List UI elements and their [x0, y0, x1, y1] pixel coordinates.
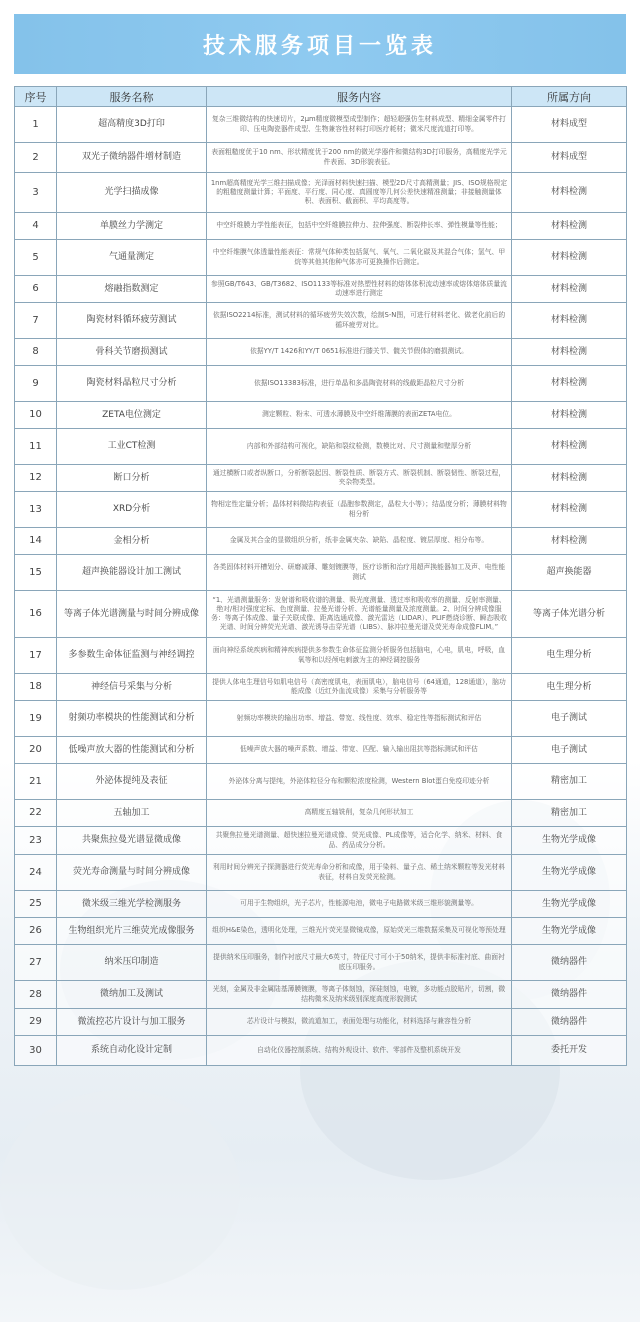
- service-content: 提供纳米压印服务，制作衬底尺寸最大6英寸，特征尺寸可小于50纳米，提供非标准衬底、曲面衬底压印服务。: [207, 945, 512, 981]
- table-row: [15, 800, 627, 827]
- service-direction: 生物光学成像: [512, 891, 627, 918]
- service-name: 等离子体光谱测量与时间分辨成像: [57, 591, 207, 638]
- table-row: [15, 528, 627, 555]
- row-number: 29: [15, 1009, 57, 1036]
- service-name: 共聚焦拉曼光谱显微成像: [57, 827, 207, 855]
- service-name: 单膜丝力学测定: [57, 213, 207, 240]
- service-name: 气通量测定: [57, 240, 207, 276]
- row-number: 25: [15, 891, 57, 918]
- service-direction: 材料检测: [512, 366, 627, 402]
- service-name: 超声换能器设计加工测试: [57, 555, 207, 591]
- row-number: 3: [15, 173, 57, 213]
- service-direction: 生物光学成像: [512, 855, 627, 891]
- table-row: [15, 855, 627, 891]
- service-direction: 委托开发: [512, 1036, 627, 1066]
- table-row: [15, 465, 627, 492]
- table-row: [15, 764, 627, 800]
- service-direction: 材料成型: [512, 107, 627, 143]
- table-row: [15, 240, 627, 276]
- table-row: [15, 638, 627, 674]
- column-header-direction: 所属方向: [512, 87, 627, 107]
- service-name: 五轴加工: [57, 800, 207, 827]
- row-number: 7: [15, 303, 57, 339]
- service-content: 物相定性定量分析；晶体材料微结构表征（晶胞参数测定，晶粒大小等）；结晶度分析；薄膜材料物相分析: [207, 492, 512, 528]
- row-number: 11: [15, 429, 57, 465]
- service-content: 提供人体电生理信号如肌电信号（高密度肌电，表面肌电），脑电信号（64通道，128通道），脑功能成像（近红外血流成像）采集与分析服务等: [207, 674, 512, 701]
- row-number: 4: [15, 213, 57, 240]
- service-name: 外泌体提纯及表征: [57, 764, 207, 800]
- service-name: 神经信号采集与分析: [57, 674, 207, 701]
- service-content: 自动化仪器控制系统、结构外观设计、软件、零部件及整机系统开发: [207, 1036, 512, 1066]
- table-row: [15, 918, 627, 945]
- service-content: “1、光谱测量服务：发射谱和吸收谱的测量、吸光度测量、透过率和吸收率的测量、反射率测量、绝对/相对强度定标、色度测量、拉曼光谱分析、光谱能量测量及浓度测量。2、时间分辨成像服务：等离子体成像、量子关联成像、距离选通成像、激光雷达（LIDAR）、PLIF燃烧诊断、瞬态吸收光谱、时间分辨荧光光谱、激光诱导击穿光谱（LIBS）、脉冲拉曼光谱及荧光寿命成像FLIM。”: [207, 591, 512, 638]
- service-name: 纳米压印制造: [57, 945, 207, 981]
- service-content: 芯片设计与模拟，微流道加工，表面处理与功能化，材料选择与兼容性分析: [207, 1009, 512, 1036]
- row-number: 14: [15, 528, 57, 555]
- service-content: 通过横断口或者纵断口，分析断裂起因、断裂性质、断裂方式、断裂机制、断裂韧性、断裂过程，夹杂物类型。: [207, 465, 512, 492]
- table-row: [15, 339, 627, 366]
- service-content: 参照GB/T643、GB/T3682、ISO1133等标准对热塑性材料的熔体体积流动速率或熔体熔体质量流动速率进行测定: [207, 276, 512, 303]
- service-content: 外泌体分离与提纯，外泌体粒径分布和颗粒浓度检测，Western Blot蛋白免疫印迹分析: [207, 764, 512, 800]
- row-number: 12: [15, 465, 57, 492]
- service-name: 工业CT检测: [57, 429, 207, 465]
- service-name: 断口分析: [57, 465, 207, 492]
- column-header-service-content: 服务内容: [207, 87, 512, 107]
- row-number: 5: [15, 240, 57, 276]
- service-name: 低噪声放大器的性能测试和分析: [57, 737, 207, 764]
- service-name: 骨科关节磨损测试: [57, 339, 207, 366]
- service-name: 金相分析: [57, 528, 207, 555]
- table-row: [15, 143, 627, 173]
- service-direction: 精密加工: [512, 764, 627, 800]
- service-content: 射频功率模块的输出功率、增益、带宽、线性度、效率、稳定性等指标测试和评估: [207, 701, 512, 737]
- service-content: 组织H&E染色，透明化处理，三维光片荧光显微镜成像，原始荧光三维数据采集及可视化等预处理: [207, 918, 512, 945]
- service-name: 微米级三维光学检测服务: [57, 891, 207, 918]
- service-direction: 材料检测: [512, 173, 627, 213]
- row-number: 15: [15, 555, 57, 591]
- table-row: [15, 173, 627, 213]
- row-number: 1: [15, 107, 57, 143]
- service-direction: 材料检测: [512, 339, 627, 366]
- service-name: ZETA电位测定: [57, 402, 207, 429]
- service-content: 可用于生物组织，光子芯片，性能源电池，微电子电路微米级三维形貌测量等。: [207, 891, 512, 918]
- service-name: 生物组织光片三维荧光成像服务: [57, 918, 207, 945]
- services-table: [14, 86, 627, 1066]
- row-number: 30: [15, 1036, 57, 1066]
- row-number: 21: [15, 764, 57, 800]
- service-name: 射频功率模块的性能测试和分析: [57, 701, 207, 737]
- row-number: 24: [15, 855, 57, 891]
- service-content: 各类固体材料开槽划分、研磨减薄、雕刻镀膜等，医疗诊断和治疗用超声换能器加工及声、电性能测试: [207, 555, 512, 591]
- service-direction: 微纳器件: [512, 945, 627, 981]
- service-direction: 材料检测: [512, 492, 627, 528]
- service-direction: 生物光学成像: [512, 918, 627, 945]
- service-content: 中空纤维膜气体透量性能表征：常规气体种类包括氮气、氧气、二氧化碳及其混合气体；氢气、甲烷等其他其他种气体亦可更换操作后测定。: [207, 240, 512, 276]
- table-row: [15, 555, 627, 591]
- service-content: 依据ISO13383标准，进行单晶和多晶陶瓷材料的线截距晶粒尺寸分析: [207, 366, 512, 402]
- service-direction: 等离子体光谱分析: [512, 591, 627, 638]
- service-direction: 电生理分析: [512, 638, 627, 674]
- service-content: 利用时间分辨光子探测器进行荧光寿命分析和成像，用于染料、量子点、稀土纳米颗粒等发光材料表征，材料自发荧光检测。: [207, 855, 512, 891]
- table-row: [15, 1036, 627, 1066]
- service-name: 陶瓷材料循环疲劳测试: [57, 303, 207, 339]
- service-name: 双光子微纳器件增材制造: [57, 143, 207, 173]
- table-row: [15, 492, 627, 528]
- table-row: [15, 303, 627, 339]
- row-number: 19: [15, 701, 57, 737]
- service-direction: 材料检测: [512, 240, 627, 276]
- row-number: 6: [15, 276, 57, 303]
- service-direction: 材料成型: [512, 143, 627, 173]
- service-direction: 材料检测: [512, 528, 627, 555]
- service-direction: 材料检测: [512, 429, 627, 465]
- service-name: 系统自动化设计定制: [57, 1036, 207, 1066]
- service-content: 光刻，金属及非金属陆基薄膜镀膜，等离子体刻蚀，深硅刻蚀，电镀，多功能点胶贴片，切割，微结构微米及纳米级别深度高度形貌测试: [207, 981, 512, 1009]
- service-content: 金属及其合金的显微组织分析，纸非金属夹杂、缺陷、晶粒度、镀层厚度、相分布等。: [207, 528, 512, 555]
- service-content: 表面粗糙度优于10 nm、形状精度优于200 nm的微光学器件和微结构3D打印服务，高精度光学元件表面、3D形貌表征。: [207, 143, 512, 173]
- service-content: 复杂三维微结构的快速切片，2μm精度微模型成型制作；超轻超强仿生材料成型、精细金属零件打印、压电陶瓷器件成型、生物兼容性材料打印医疗耗材；微米尺度流道打印等。: [207, 107, 512, 143]
- table-row: [15, 213, 627, 240]
- service-direction: 精密加工: [512, 800, 627, 827]
- table-row: [15, 429, 627, 465]
- service-direction: 微纳器件: [512, 1009, 627, 1036]
- table-row: [15, 981, 627, 1009]
- table-row: [15, 737, 627, 764]
- table-row: [15, 945, 627, 981]
- service-content: 共聚焦拉曼光谱测量、超快速拉曼光谱成像、荧光成像、PL成像等，适合化学、纳米、材料、食品、药品成分分析。: [207, 827, 512, 855]
- table-row: [15, 827, 627, 855]
- service-direction: 材料检测: [512, 276, 627, 303]
- table-row: [15, 591, 627, 638]
- row-number: 2: [15, 143, 57, 173]
- service-content: 高精度五轴铣削，复杂几何形状加工: [207, 800, 512, 827]
- service-direction: 材料检测: [512, 213, 627, 240]
- row-number: 13: [15, 492, 57, 528]
- service-name: 熔融指数测定: [57, 276, 207, 303]
- service-content: 低噪声放大器的噪声系数、增益、带宽、匹配、输入输出阻抗等指标测试和评估: [207, 737, 512, 764]
- service-direction: 电生理分析: [512, 674, 627, 701]
- page-title: 技术服务项目一览表: [202, 33, 437, 59]
- table-row: [15, 1009, 627, 1036]
- row-number: 22: [15, 800, 57, 827]
- row-number: 20: [15, 737, 57, 764]
- service-name: 超高精度3D打印: [57, 107, 207, 143]
- service-content: 测定颗粒、粉末、可透水薄膜及中空纤维薄膜的表面ZETA电位。: [207, 402, 512, 429]
- service-name: 多参数生命体征监测与神经调控: [57, 638, 207, 674]
- table-row: [15, 891, 627, 918]
- service-content: 中空纤维膜力学性能表征，包括中空纤维膜拉伸力、拉伸强度、断裂伸长率、弹性模量等性能；: [207, 213, 512, 240]
- service-content: 依据YY/T 1426和YY/T 0651标准进行膝关节、髋关节假体的磨损测试。: [207, 339, 512, 366]
- row-number: 17: [15, 638, 57, 674]
- service-direction: 电子测试: [512, 701, 627, 737]
- service-content: 1nm超高精度光学三维扫描成像；光泽面材料快速扫描、模型2D尺寸高精测量；JIS、ISO规格规定的粗糙度测量计算；平面度、平行度、同心度、真圆度等几何公差快速精准测量；非接触测量体积、表面积、截面积、平均高度等。: [207, 173, 512, 213]
- row-number: 28: [15, 981, 57, 1009]
- table-row: [15, 674, 627, 701]
- service-direction: 电子测试: [512, 737, 627, 764]
- service-name: XRD分析: [57, 492, 207, 528]
- service-direction: 生物光学成像: [512, 827, 627, 855]
- service-name: 陶瓷材料晶粒尺寸分析: [57, 366, 207, 402]
- row-number: 26: [15, 918, 57, 945]
- table-row: [15, 107, 627, 143]
- service-name: 光学扫描成像: [57, 173, 207, 213]
- row-number: 23: [15, 827, 57, 855]
- service-name: 荧光寿命测量与时间分辨成像: [57, 855, 207, 891]
- service-direction: 超声换能器: [512, 555, 627, 591]
- service-direction: 材料检测: [512, 402, 627, 429]
- service-direction: 微纳器件: [512, 981, 627, 1009]
- service-name: 微流控芯片设计与加工服务: [57, 1009, 207, 1036]
- service-content: 依据ISO2214标准，测试材料的循环疲劳失效次数，绘制S-N图，可进行材料老化、做老化前后的循环疲劳对比。: [207, 303, 512, 339]
- service-name: 微纳加工及测试: [57, 981, 207, 1009]
- table-header-row: [15, 87, 627, 107]
- row-number: 18: [15, 674, 57, 701]
- column-header-number: 序号: [15, 87, 57, 107]
- service-direction: 材料检测: [512, 303, 627, 339]
- row-number: 16: [15, 591, 57, 638]
- column-header-service-name: 服务名称: [57, 87, 207, 107]
- row-number: 10: [15, 402, 57, 429]
- services-table-container: [14, 86, 626, 1066]
- table-row: [15, 402, 627, 429]
- table-row: [15, 701, 627, 737]
- table-row: [15, 276, 627, 303]
- row-number: 8: [15, 339, 57, 366]
- table-row: [15, 366, 627, 402]
- row-number: 27: [15, 945, 57, 981]
- service-direction: 材料检测: [512, 465, 627, 492]
- row-number: 9: [15, 366, 57, 402]
- background-blur-shape: [0, 1090, 240, 1290]
- service-content: 内部和外部结构可视化，缺陷和裂纹检测，数模比对、尺寸测量和壁厚分析: [207, 429, 512, 465]
- service-content: 面向神经系统疾病和精神疾病提供多参数生命体征监测分析服务包括脑电，心电，肌电，呼吸，血氧等和以经颅电刺激为主的神经调控服务: [207, 638, 512, 674]
- title-banner: [14, 14, 626, 74]
